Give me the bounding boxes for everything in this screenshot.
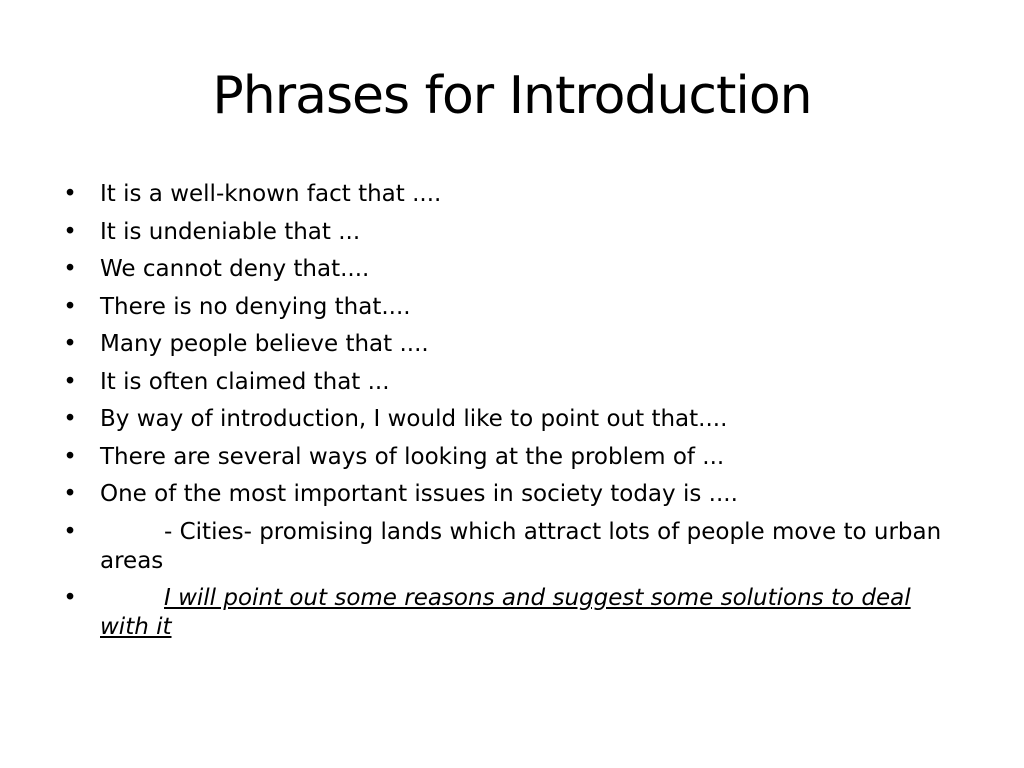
- bullet-icon: •: [63, 518, 77, 545]
- thesis-statement: I will point out some reasons and suggest some solutions to deal with it: [100, 585, 911, 640]
- list-item-text: - Cities- promising lands which attract lots of people move to urban areas: [100, 518, 942, 574]
- list-item-text: We cannot deny that....: [100, 256, 370, 282]
- bullet-icon: •: [63, 331, 77, 357]
- list-item: [60, 480, 960, 509]
- list-item: [60, 293, 960, 322]
- list-item: [60, 443, 960, 472]
- bullet-icon: •: [63, 443, 77, 470]
- slide-title: Phrases for Introduction: [212, 66, 812, 126]
- list-item: [60, 405, 960, 434]
- list-item-text: There is no denying that....: [100, 293, 411, 320]
- list-item: [60, 255, 960, 284]
- list-item: [60, 368, 960, 397]
- list-item: [60, 584, 960, 642]
- list-item-text: It is undeniable that ...: [100, 218, 361, 245]
- bullet-icon: •: [63, 218, 77, 245]
- list-item: [60, 518, 960, 576]
- bullet-icon: •: [63, 406, 77, 432]
- bullet-icon: •: [63, 585, 77, 611]
- bullet-icon: •: [63, 481, 77, 507]
- bullet-icon: •: [63, 181, 77, 207]
- bullet-icon: •: [63, 368, 77, 395]
- list-item-text: One of the most important issues in society today is ....: [100, 481, 738, 507]
- list-item-text: By way of introduction, I would like to point out that....: [100, 406, 728, 432]
- list-item-text: It is often claimed that ...: [100, 368, 390, 395]
- list-item-text: Many people believe that ....: [100, 331, 429, 357]
- bullet-list: [60, 180, 960, 651]
- list-item: [60, 218, 960, 247]
- list-item-text: There are several ways of looking at the problem of ...: [100, 443, 725, 470]
- list-item: [60, 330, 960, 359]
- list-item: [60, 180, 960, 209]
- bullet-icon: •: [63, 293, 77, 320]
- list-item-text: It is a well-known fact that ....: [100, 181, 442, 207]
- bullet-icon: •: [63, 256, 77, 282]
